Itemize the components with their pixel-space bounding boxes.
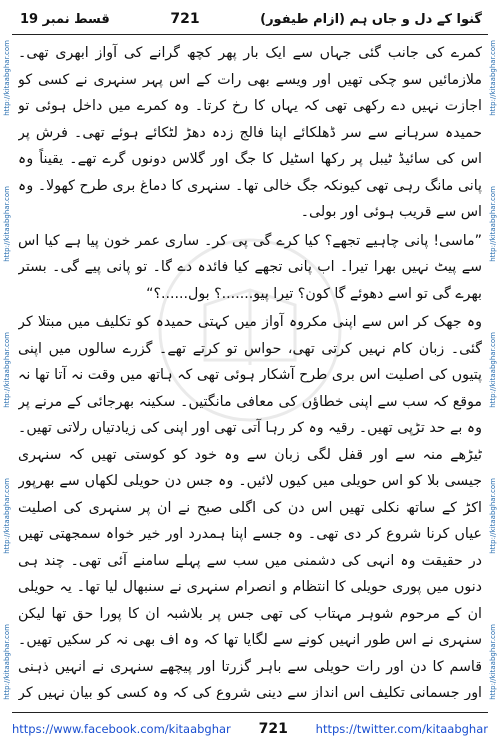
paragraph: کمرے کی جانب گئی جہاں سے ایک بار پھر کچھ گرانے کی آواز ابھری تھی۔ ملازمائیں سو چکی تھیں اور ویسے بھی رات کے اس پہر سنہری نے کسی کو اجازت نہیں دے رکھی تھی کہ یہاں کا رخ کرتا۔ وہ کمرے میں داخل ہوئی تو حمیدہ سرہانے سے سر ڈھلکائے اپنا فالج زدہ دھڑ لٹکائے ہوئے تھی۔ فرش پر اس کی سائیڈ ٹیبل پر رکھا اسٹیل کا جگ اور گلاس دونوں گرے تھے۔ یقیناً وہ پانی مانگ رہی تھی کیونکہ جگ خالی تھا۔ سنہری کا دماغ بری طرح کھولا۔ وہ اس سے قریب ہوئی اور بولی۔	[18, 45, 482, 220]
side-watermark: http://kitaabghar.com	[489, 332, 497, 408]
novel-title: گنوا کے دل و جاں ہم (ازام طیفور)	[260, 11, 482, 27]
side-watermark: http://kitaabghar.com	[3, 40, 11, 116]
side-watermark: http://kitaabghar.com	[3, 478, 11, 554]
side-watermark: http://kitaabghar.com	[489, 624, 497, 700]
side-watermark: http://kitaabghar.com	[489, 478, 497, 554]
side-watermark: http://kitaabghar.com	[3, 624, 11, 700]
footer-divider	[12, 712, 488, 713]
page-header	[20, 6, 482, 32]
twitter-link[interactable]: https://twitter.com/kitaabghar	[315, 722, 488, 736]
side-watermark: http://kitaabghar.com	[3, 332, 11, 408]
header-page-number: 721	[170, 11, 200, 27]
story-text	[18, 40, 482, 700]
header-divider	[12, 34, 488, 35]
paragraph: ”ماسی! پانی چاہیے تجھے؟ کیا کرے گی پی کر۔ ساری عمر خون پیا ہے کیا اس سے پیٹ نہیں بھرا تیرا۔ اب پانی تجھے کیا فائدہ دے گا۔ تو پانی پیے گی۔ بستر بھرے گی تو اسے دھوئے گا کون؟ تیرا پیو.......؟ بول......؟“	[18, 232, 482, 302]
side-watermark: http://kitaabghar.com	[489, 40, 497, 116]
footer-page-number: 721	[258, 721, 288, 737]
paragraph: وہ جھک کر اس سے اپنی مکروہ آواز میں کہتی حمیدہ کو تکلیف میں مبتلا کر گئی۔ زبان کام نہیں کرتی تھی، حواس تو کرتے تھے۔ گزرے سالوں میں اپنی پتیوں کی اصلیت اس بری طرح آشکار ہوئی تھی کہ ہاتھ میں وقت نہ آتا تھا نہ موقع کہ سب سے اپنی خطاؤں کی معافی مانگتیں۔ سکینہ بھرجائی کے مرنے پر وہ بے حد تڑپی تھیں۔ رقیہ وہ کر رہا آتی تھی اور اپنی کی زیادتیاں رلاتی تھیں۔ ٹیڑھے منہ سے اور قفل لگی زبان سے وہ خود کو کوستی تھیں کہ سنہری جیسی بلا کو اس حویلی میں کیوں لائیں۔ وہ جس دن حویلی لکھاں سے بھرپور اکڑ کے ساتھ نکلی تھیں اس دن کی اگلی صبح نے ان پر سنہری کی اصلیت عیاں کرنا شروع کر دی تھی۔ وہ جسے اپنا ہمدرد اور خیر خواہ سمجھتی تھیں در حقیقت وہ انہی کی دشمنی میں سب سے پہلے سامنے آئی تھی۔ چند ہی دنوں میں پوری حویلی کا انتظام و انصرام سنہری نے سنبھال لیا تھا۔ یہ حویلی ان کے مرحوم شوہر مہتاب کی تھی جس پر بلاشبہ ان کا پورا حق تھا لیکن سنہری نے اس طور انہیں کونے سے لگایا تھا کہ وہ اف بھی نہ کر سکیں تھیں۔ قاسم کا دن اور رات حویلی سے باہر گزرتا اور پیچھے سنہری نے انہیں ذہنی اور جسمانی تکلیف اس انداز سے دینی شروع کی کہ وہ کسی کو بیان نہیں کر	[18, 314, 482, 700]
side-watermark: http://kitaabghar.com	[489, 186, 497, 262]
page-footer	[12, 716, 488, 742]
facebook-link[interactable]: https://www.facebook.com/kitaabghar	[12, 722, 231, 736]
right-watermark-strip	[486, 40, 500, 700]
left-watermark-strip	[0, 40, 14, 700]
side-watermark: http://kitaabghar.com	[3, 186, 11, 262]
episode-label: قسط نمبر 19	[20, 11, 110, 27]
